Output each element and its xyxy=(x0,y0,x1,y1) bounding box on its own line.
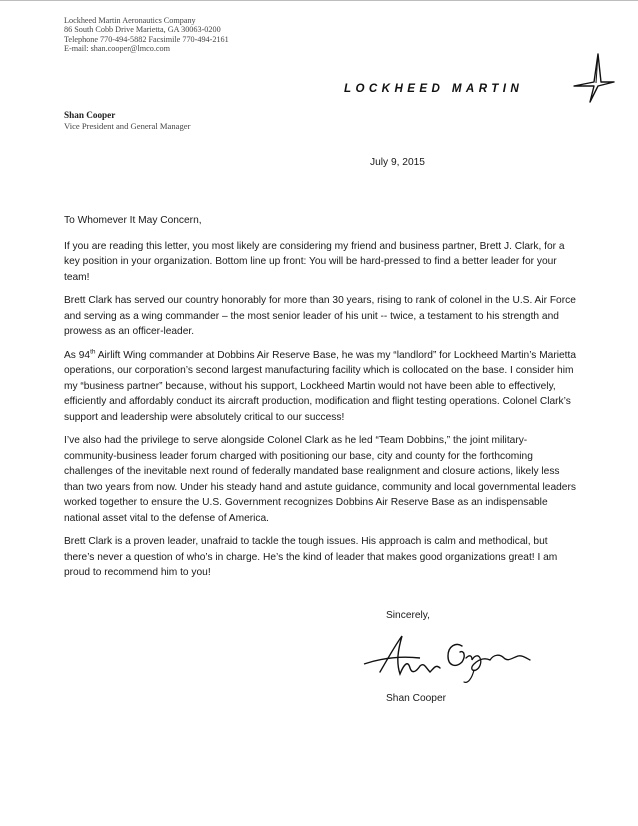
ordinal-suffix: th xyxy=(90,348,96,356)
letterhead-address xyxy=(64,16,324,54)
sender-title: Vice President and General Manager xyxy=(64,121,191,131)
letter-body xyxy=(64,213,578,589)
salutation: To Whomever It May Concern, xyxy=(64,215,202,226)
letter-date: July 9, 2015 xyxy=(370,157,425,168)
paragraph-3-lead: As 94 xyxy=(64,349,91,361)
signer-name: Shan Cooper xyxy=(386,693,447,704)
email-address: E-mail: shan.cooper@lmco.com xyxy=(64,44,170,54)
sender-name: Shan Cooper xyxy=(64,110,116,120)
paragraph-4: I’ve also had the privilege to serve alongside Colonel Clark as he led “Team Dobbins,” the joint military-community-business leader forum charged with positioning our base, city and county for the forthcoming challenges of the inevitable next round of federally mandated base realignment and closure actions, likely less than two years from now. Under his steady hand and astute guidance, community and local governmental leaders worked together to ensure the U.S. Government recognizes Dobbins Air Reserve Base as an indispensable national asset vital to the defense of America. xyxy=(64,435,576,524)
sender-block xyxy=(64,110,190,132)
street-address: 86 South Cobb Drive Marietta, GA 30063-0200 xyxy=(64,25,221,35)
paragraph-1: If you are reading this letter, you most likely are considering my friend and business partner, Brett J. Clark, for a key position in your organization. Bottom line up front: You will be hard-pressed to find a better leader for your team! xyxy=(64,240,565,283)
top-rule xyxy=(0,0,638,1)
phone-numbers: Telephone 770-494-5882 Facsimile 770-494-2161 xyxy=(64,34,229,44)
logo-wordmark: LOCKHEED MARTIN xyxy=(344,82,524,95)
paragraph-5: Brett Clark is a proven leader, unafraid to tackle the tough issues. His approach is calm and methodical, but there’s never a question of who’s in charge. He’s the kind of leader that makes good organizations great! I am proud to recommend him to you! xyxy=(64,536,558,578)
company-name: Lockheed Martin Aeronautics Company xyxy=(64,16,196,25)
paragraph-2: Brett Clark has served our country honorably for more than 30 years, rising to rank of colonel in the U.S. Air Force and serving as a wing commander – the most senior leader of his unit -- twice, a testament to his strength and prowess as an officer-leader. xyxy=(64,295,576,337)
paragraph-3-rest: Airlift Wing commander at Dobbins Air Reserve Base, he was my “landlord” for Lockheed Martin’s Marietta operations, our corporation’s second largest manufacturing facility which is collocated on the base. I consider him my “business partner” because, without his support, Lockheed Martin would not have been able to effectively, efficiently and affordably conduct its aircraft production, modification and flight testing operations. Colonel Clark’s support and leadership were absolutely critical to our success! xyxy=(64,349,577,423)
paragraph-3 xyxy=(64,348,578,426)
lockheed-martin-logo xyxy=(344,52,624,104)
star-icon xyxy=(568,52,616,104)
signature xyxy=(362,628,532,686)
closing: Sincerely, xyxy=(386,610,430,621)
